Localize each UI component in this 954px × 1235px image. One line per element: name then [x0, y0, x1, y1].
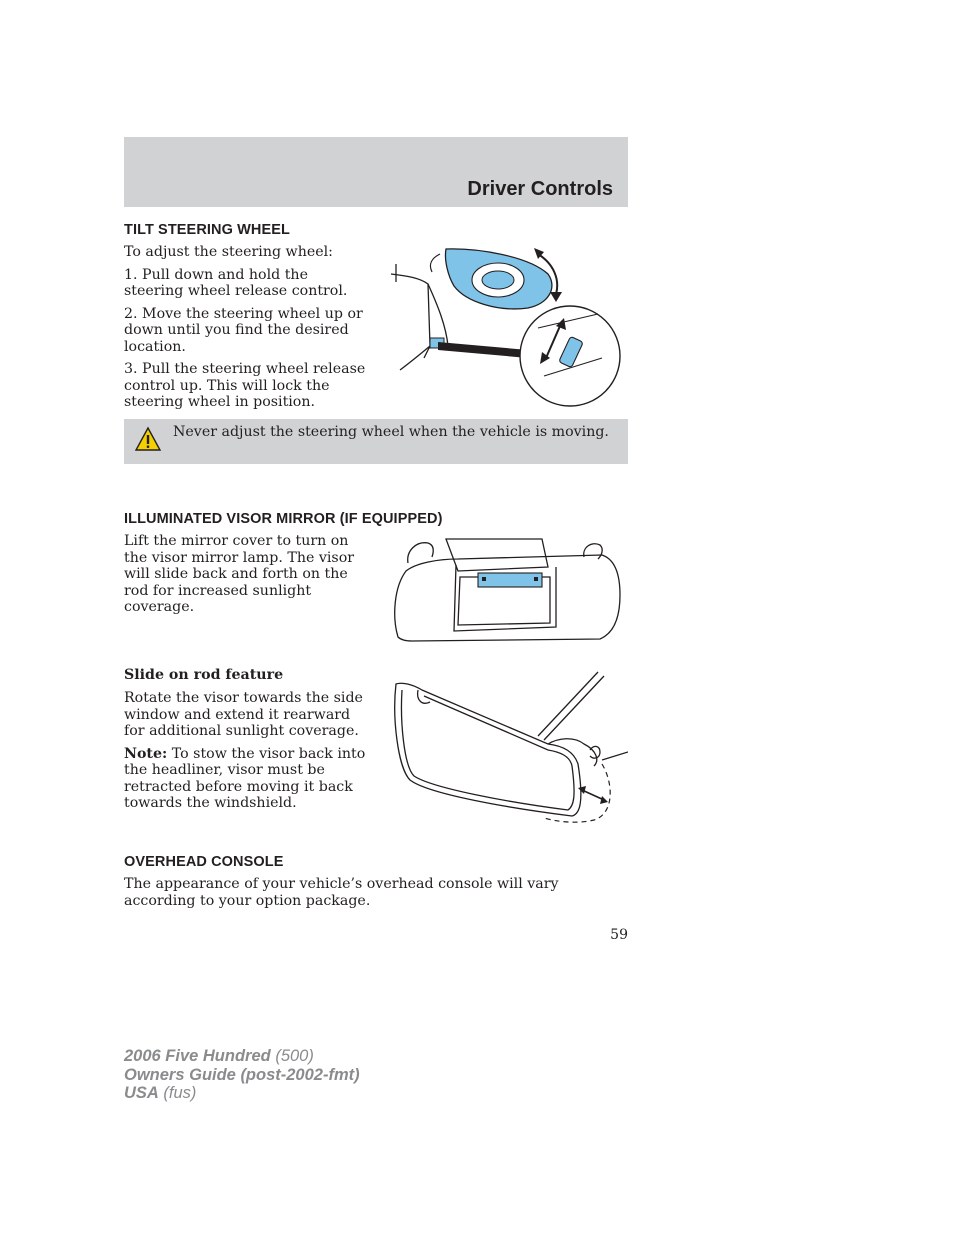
footer-line-2 — [124, 1066, 360, 1085]
footer-market-code: (fus) — [158, 1084, 197, 1102]
tilt-step-1: 1. Pull down and hold the steering wheel release control. — [124, 266, 348, 299]
section-title: Driver Controls — [467, 178, 613, 200]
footer-market: USA — [124, 1084, 159, 1102]
page-number: 59 — [610, 927, 628, 943]
warning-box — [124, 419, 628, 464]
slide-rod-note — [124, 746, 369, 812]
slide-rod-description: Rotate the visor towards the side window and extend it rearward for additional sunlight coverage. — [124, 690, 363, 739]
tilt-step-3: 3. Pull the steering wheel release control up. This will lock the steering wheel in position. — [124, 361, 366, 410]
footer-model: 2006 Five Hundred — [124, 1047, 271, 1065]
visor-slide-illustration — [388, 668, 628, 828]
tilt-step-2: 2. Move the steering wheel up or down until you find the desired location. — [124, 305, 363, 355]
visor-mirror-illustration — [388, 537, 624, 643]
overhead-console-heading: OVERHEAD CONSOLE — [124, 854, 284, 870]
footer-guide: Owners Guide (post-2002-fmt) — [124, 1065, 360, 1084]
slide-rod-text — [124, 690, 369, 818]
note-text: To stow the visor back into the headliner, visor must be retracted before moving it back towards the windshield. — [124, 745, 366, 811]
document-footer — [124, 1047, 360, 1103]
slide-rod-subheading: Slide on rod feature — [124, 667, 284, 683]
visor-mirror-text: Lift the mirror cover to turn on the visor mirror lamp. The visor will slide back and forth on the rod for increased sunlight coverage. — [124, 533, 355, 615]
tilt-steering-heading: TILT STEERING WHEEL — [124, 222, 290, 238]
steering-wheel-illustration — [388, 246, 624, 410]
warning-text: Never adjust the steering wheel when the vehicle is moving. — [173, 424, 609, 440]
overhead-console-text: The appearance of your vehicle’s overhead console will vary according to your option package. — [124, 876, 559, 909]
footer-line-1 — [124, 1047, 360, 1066]
warning-triangle-icon — [134, 426, 162, 452]
note-label: Note: — [124, 745, 168, 762]
section-header-band — [124, 137, 628, 207]
footer-model-code: (500) — [270, 1047, 314, 1065]
tilt-intro: To adjust the steering wheel: — [124, 244, 333, 260]
visor-mirror-heading: ILLUMINATED VISOR MIRROR (IF EQUIPPED) — [124, 511, 443, 527]
tilt-steering-text — [124, 244, 369, 417]
footer-line-3 — [124, 1084, 360, 1103]
